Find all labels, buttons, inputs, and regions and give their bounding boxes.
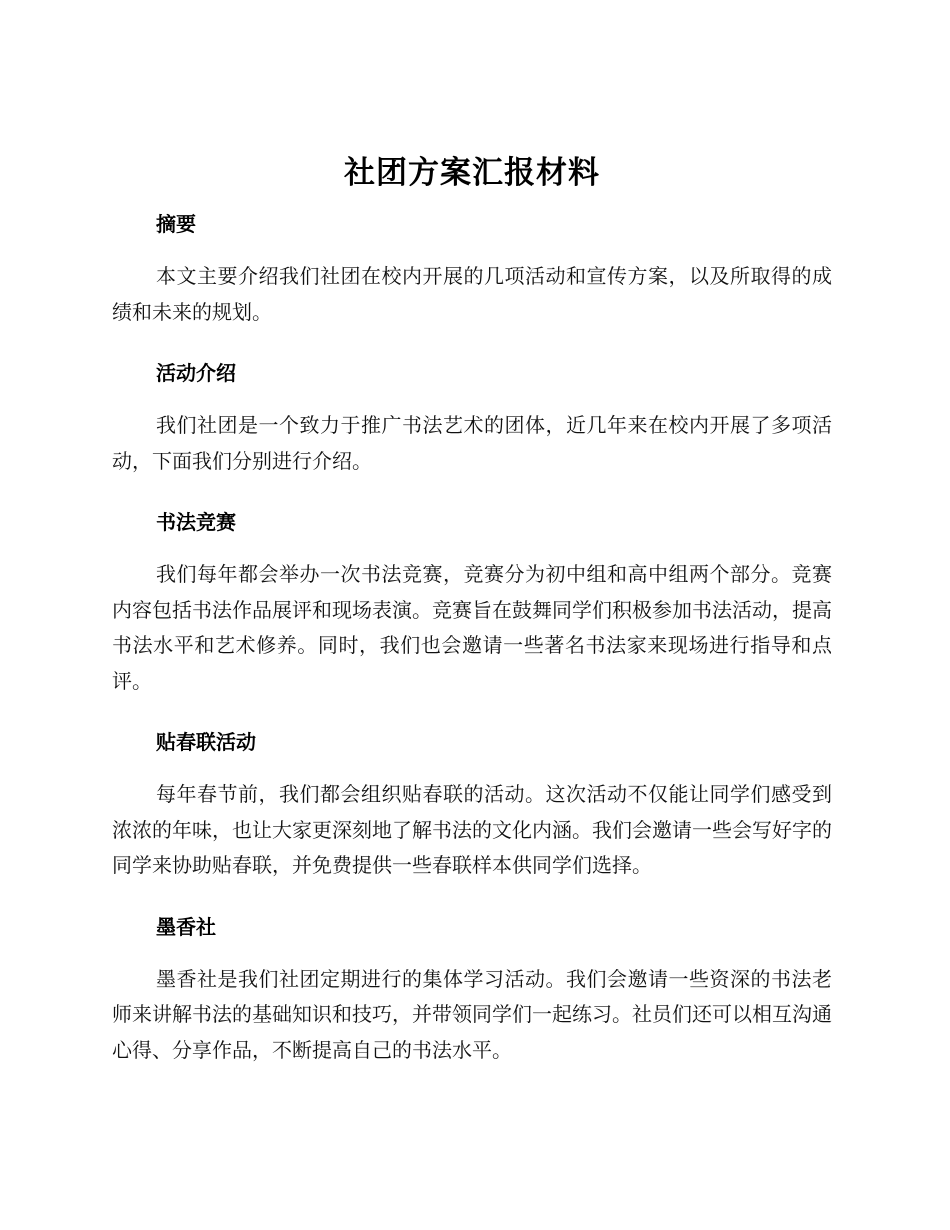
section-heading: 墨香社	[156, 914, 216, 939]
section-moxiang-club	[112, 913, 832, 1069]
section-heading: 贴春联活动	[156, 730, 256, 754]
section-calligraphy-contest	[112, 508, 832, 699]
section-paragraph: 我们每年都会举办一次书法竞赛，竞赛分为初中组和高中组两个部分。竞赛内容包括书法作品展评和现场表演。竞赛旨在鼓舞同学们积极参加书法活动，提高书法水平和艺术修养。同时，我们也会邀请一些著名书法家来现场进行指导和点评。	[112, 562, 832, 693]
section-paragraph: 每年春节前，我们都会组织贴春联的活动。这次活动不仅能让同学们感受到浓浓的年味，也让大家更深刻地了解书法的文化内涵。我们会邀请一些会写好字的同学来协助贴春联，并免费提供一些春联样本供同学们选择。	[112, 782, 832, 877]
section-heading: 书法竞赛	[156, 510, 236, 534]
document-page	[112, 150, 832, 1097]
section-paragraph: 墨香社是我们社团定期进行的集体学习活动。我们会邀请一些资深的书法老师来讲解书法的基础知识和技巧，并带领同学们一起练习。社员们还可以相互沟通心得、分享作品，不断提高自己的书法水平。	[112, 966, 832, 1062]
section-abstract	[112, 210, 832, 330]
section-paragraph: 本文主要介绍我们社团在校内开展的几项活动和宣传方案，以及所取得的成绩和未来的规划。	[112, 264, 832, 324]
document-title: 社团方案汇报材料	[344, 155, 600, 191]
section-activity-intro	[112, 359, 832, 479]
section-paragraph: 我们社团是一个致力于推广书法艺术的团体，近几年来在校内开展了多项活动，下面我们分别进行介绍。	[112, 413, 832, 473]
section-heading: 摘要	[156, 212, 196, 236]
section-heading: 活动介绍	[156, 361, 236, 385]
section-spring-couplets	[112, 728, 832, 884]
